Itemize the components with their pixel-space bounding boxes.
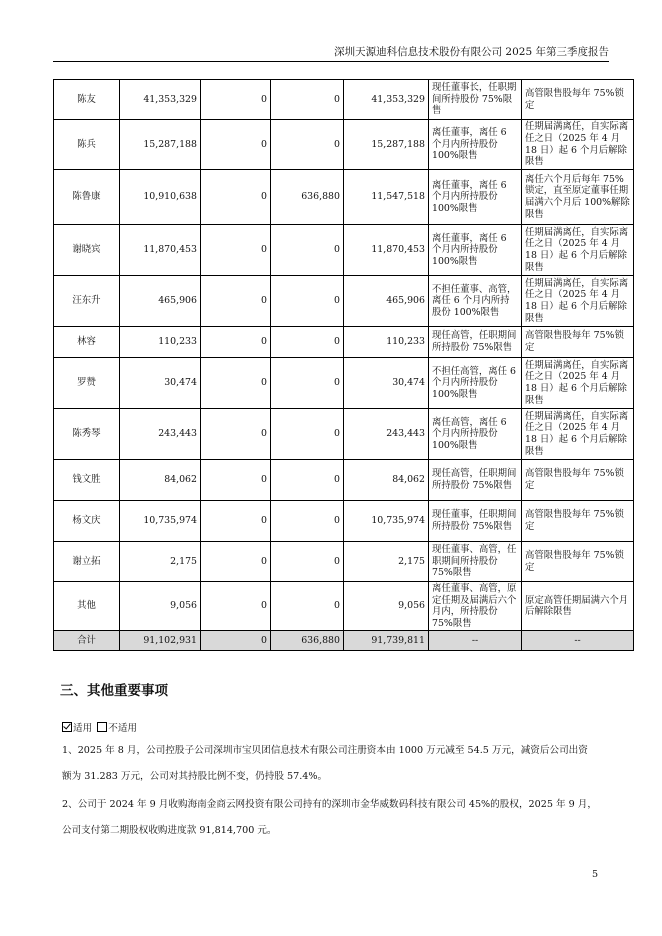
restriction-reason-cell: 离任高管，离任 6 个月内所持股份 100%限售: [429, 409, 522, 460]
table-row: [54, 327, 634, 358]
unchecked-box-icon: [97, 722, 107, 732]
page-number: 5: [592, 869, 599, 880]
release-date-cell: 原定高管任期届满六个月后解除限售: [522, 582, 634, 631]
opening-restricted-cell: 2,175: [120, 542, 201, 582]
holder-name-cell: 谢晓宾: [54, 225, 120, 276]
closing-restricted-cell: 10,735,974: [344, 501, 429, 542]
holder-name-cell: 陈友: [54, 80, 120, 120]
table-row: [54, 409, 634, 460]
table-total-row: [54, 631, 634, 651]
release-date-cell: 高管限售股每年 75%锁定: [522, 327, 634, 358]
restriction-reason-cell: 离任董事，离任 6 个月内所持股份 100%限售: [429, 225, 522, 276]
released-cell: 0: [201, 501, 271, 542]
release-date-cell: 任期届满离任，自实际离任之日（2025 年 4 月 18 日）起 6 个月后解除限售: [522, 225, 634, 276]
holder-name-cell: 钱文胜: [54, 460, 120, 501]
added-cell: 0: [271, 582, 344, 631]
added-cell: 0: [271, 542, 344, 582]
added-cell: 0: [271, 460, 344, 501]
restricted-shares-table: [53, 79, 634, 651]
checked-box-icon: [62, 722, 72, 732]
release-date-cell: 高管限售股每年 75%锁定: [522, 542, 634, 582]
table-row: [54, 460, 634, 501]
released-cell: 0: [201, 80, 271, 120]
released-cell: 0: [201, 225, 271, 276]
holder-name-cell: 合计: [54, 631, 120, 651]
restriction-reason-cell: 不担任高管，离任 6 个月内所持股份 100%限售: [429, 358, 522, 409]
released-cell: 0: [201, 631, 271, 651]
release-date-cell: 任期届满离任，自实际离任之日（2025 年 4 月 18 日）起 6 个月后解除限售: [522, 120, 634, 170]
released-cell: 0: [201, 460, 271, 501]
applicable-label: 适用: [73, 723, 93, 734]
holder-name-cell: 陈鲁康: [54, 170, 120, 225]
released-cell: 0: [201, 170, 271, 225]
holder-name-cell: 陈秀琴: [54, 409, 120, 460]
paragraph-2-line-2: 公司支付第二期股权收购进度款 91,814,700 元。: [62, 825, 277, 836]
release-date-cell: 任期届满离任，自实际离任之日（2025 年 4 月 18 日）起 6 个月后解除限售: [522, 276, 634, 327]
section-title: 三、其他重要事项: [60, 683, 168, 699]
released-cell: 0: [201, 582, 271, 631]
table-row: [54, 542, 634, 582]
release-date-cell: 高管限售股每年 75%锁定: [522, 460, 634, 501]
restriction-reason-cell: 现任董事长，任职期间所持股份 75%限售: [429, 80, 522, 120]
closing-restricted-cell: 11,870,453: [344, 225, 429, 276]
opening-restricted-cell: 10,735,974: [120, 501, 201, 542]
opening-restricted-cell: 30,474: [120, 358, 201, 409]
holder-name-cell: 林容: [54, 327, 120, 358]
closing-restricted-cell: 2,175: [344, 542, 429, 582]
closing-restricted-cell: 465,906: [344, 276, 429, 327]
release-date-cell: 高管限售股每年 75%锁定: [522, 501, 634, 542]
closing-restricted-cell: 9,056: [344, 582, 429, 631]
released-cell: 0: [201, 276, 271, 327]
restriction-reason-cell: 现任高管，任职期间所持股份 75%限售: [429, 327, 522, 358]
restriction-reason-cell: --: [429, 631, 522, 651]
released-cell: 0: [201, 358, 271, 409]
added-cell: 0: [271, 225, 344, 276]
table-row: [54, 170, 634, 225]
added-cell: 0: [271, 358, 344, 409]
header-rule: [53, 61, 609, 62]
table-row: [54, 80, 634, 120]
restriction-reason-cell: 离任董事、高管，原定任期及届满后六个月内，所持股份 75%限售: [429, 582, 522, 631]
restriction-reason-cell: 不担任董事、高管，离任 6 个月内所持股份 100%限售: [429, 276, 522, 327]
applicability-line: [62, 722, 137, 735]
released-cell: 0: [201, 409, 271, 460]
released-cell: 0: [201, 542, 271, 582]
release-date-cell: --: [522, 631, 634, 651]
holder-name-cell: 陈兵: [54, 120, 120, 170]
closing-restricted-cell: 11,547,518: [344, 170, 429, 225]
closing-restricted-cell: 30,474: [344, 358, 429, 409]
added-cell: 636,880: [271, 631, 344, 651]
release-date-cell: 高管限售股每年 75%锁定: [522, 80, 634, 120]
restriction-reason-cell: 现任董事，任职期间所持股份 75%限售: [429, 501, 522, 542]
added-cell: 0: [271, 501, 344, 542]
opening-restricted-cell: 15,287,188: [120, 120, 201, 170]
restriction-reason-cell: 现任高管，任职期间所持股份 75%限售: [429, 460, 522, 501]
release-date-cell: 离任六个月后每年 75%锁定，直至原定董事任期届满六个月后 100%解除限售: [522, 170, 634, 225]
opening-restricted-cell: 110,233: [120, 327, 201, 358]
restriction-reason-cell: 离任董事，离任 6 个月内所持股份 100%限售: [429, 120, 522, 170]
added-cell: 0: [271, 120, 344, 170]
holder-name-cell: 罗赞: [54, 358, 120, 409]
holder-name-cell: 杨文庆: [54, 501, 120, 542]
released-cell: 0: [201, 327, 271, 358]
paragraph-1-line-1: 1、2025 年 8 月，公司控股子公司深圳市宝贝团信息技术有限公司注册资本由 1000 万元减至 54.5 万元，减资后公司出资: [62, 745, 588, 756]
added-cell: 0: [271, 80, 344, 120]
closing-restricted-cell: 243,443: [344, 409, 429, 460]
opening-restricted-cell: 84,062: [120, 460, 201, 501]
opening-restricted-cell: 41,353,329: [120, 80, 201, 120]
added-cell: 0: [271, 327, 344, 358]
table-row: [54, 358, 634, 409]
holder-name-cell: 谢立拓: [54, 542, 120, 582]
opening-restricted-cell: 10,910,638: [120, 170, 201, 225]
release-date-cell: 任期届满离任，自实际离任之日（2025 年 4 月 18 日）起 6 个月后解除限售: [522, 409, 634, 460]
paragraph-1-line-2: 额为 31.283 万元，公司对其持股比例不变，仍持股 57.4%。: [62, 771, 328, 782]
added-cell: 636,880: [271, 170, 344, 225]
opening-restricted-cell: 465,906: [120, 276, 201, 327]
table-row: [54, 225, 634, 276]
restriction-reason-cell: 现任董事、高管，任职期间所持股份 75%限售: [429, 542, 522, 582]
closing-restricted-cell: 84,062: [344, 460, 429, 501]
opening-restricted-cell: 11,870,453: [120, 225, 201, 276]
paragraph-2-line-1: 2、公司于 2024 年 9 月收购海南金商云网投资有限公司持有的深圳市金华威数码科技有限公司 45%的股权，2025 年 9 月，: [62, 799, 597, 810]
added-cell: 0: [271, 276, 344, 327]
restriction-reason-cell: 离任董事，离任 6 个月内所持股份 100%限售: [429, 170, 522, 225]
not-applicable-label: 不适用: [108, 723, 138, 734]
opening-restricted-cell: 91,102,931: [120, 631, 201, 651]
closing-restricted-cell: 41,353,329: [344, 80, 429, 120]
closing-restricted-cell: 15,287,188: [344, 120, 429, 170]
table-row: [54, 582, 634, 631]
opening-restricted-cell: 9,056: [120, 582, 201, 631]
opening-restricted-cell: 243,443: [120, 409, 201, 460]
closing-restricted-cell: 91,739,811: [344, 631, 429, 651]
holder-name-cell: 其他: [54, 582, 120, 631]
table-row: [54, 120, 634, 170]
closing-restricted-cell: 110,233: [344, 327, 429, 358]
release-date-cell: 任期届满离任，自实际离任之日（2025 年 4 月 18 日）起 6 个月后解除限售: [522, 358, 634, 409]
added-cell: 0: [271, 409, 344, 460]
holder-name-cell: 汪东升: [54, 276, 120, 327]
table-row: [54, 501, 634, 542]
released-cell: 0: [201, 120, 271, 170]
table-row: [54, 276, 634, 327]
page-header: 深圳天源迪科信息技术股份有限公司 2025 年第三季度报告: [334, 46, 609, 58]
